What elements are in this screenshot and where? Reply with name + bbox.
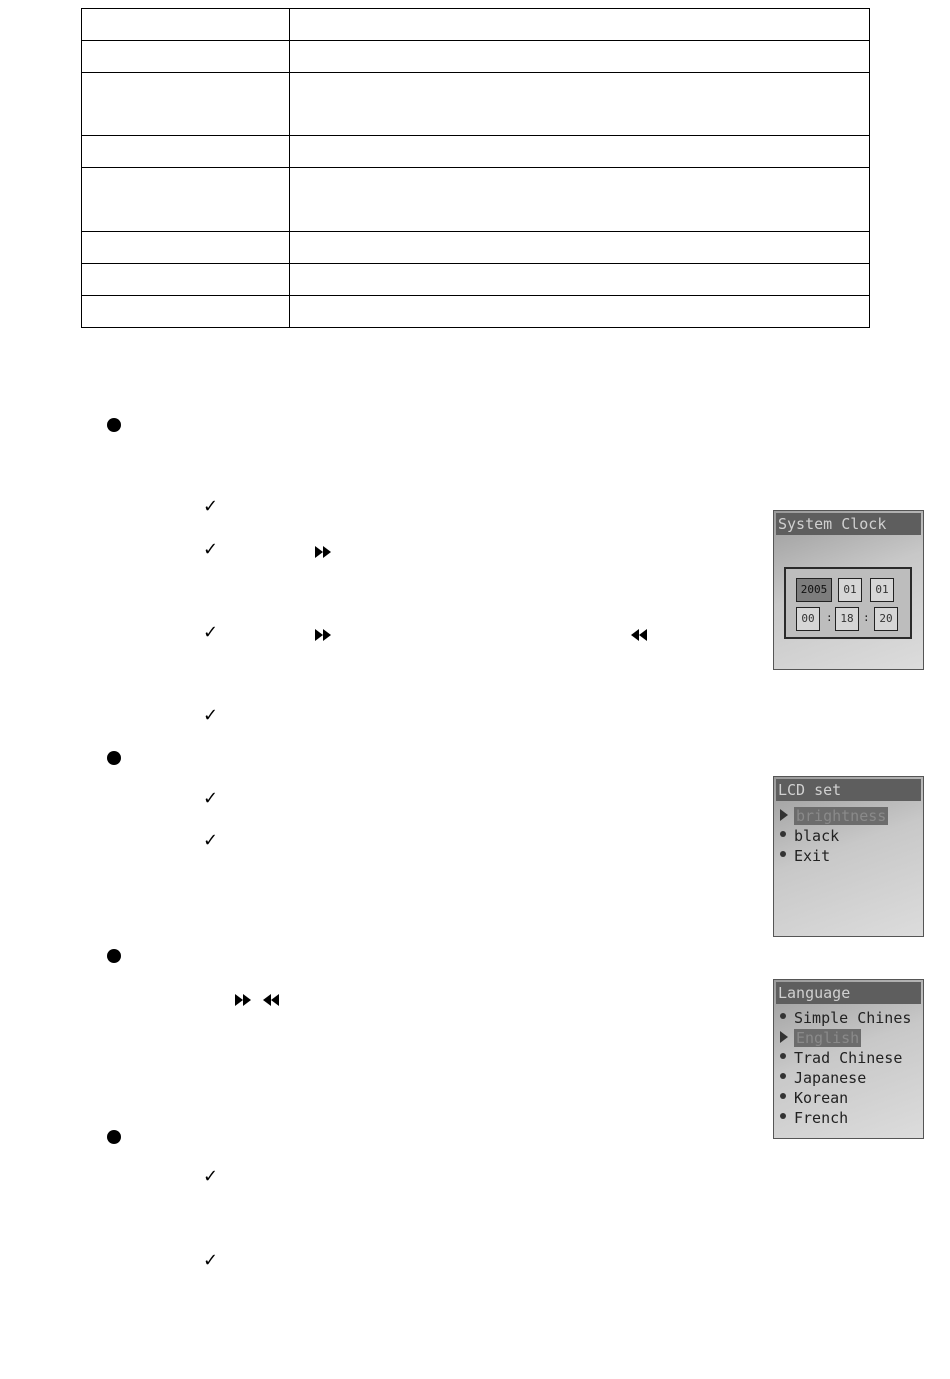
checkmark-icon: ✓	[203, 496, 219, 517]
table-row	[82, 231, 870, 263]
menu-item-trad-chinese[interactable]: Trad Chinese	[780, 1049, 919, 1068]
table-cell	[82, 263, 290, 295]
menu-item-japanese[interactable]: Japanese	[780, 1069, 919, 1088]
minute-field[interactable]: 18	[835, 607, 859, 631]
table-row	[82, 9, 870, 41]
time-separator: :	[863, 611, 870, 624]
menu-item-exit[interactable]: Exit	[780, 847, 919, 866]
bullet-icon	[107, 418, 121, 432]
bullet-icon	[780, 1093, 786, 1099]
menu-item-simple-chinese[interactable]: Simple Chines	[780, 1009, 919, 1028]
menu-item-french[interactable]: French	[780, 1109, 919, 1128]
lcd-set-screen	[773, 776, 924, 937]
screen-title: System Clock	[776, 513, 921, 535]
rewind-icon	[263, 994, 281, 1006]
bullet-icon	[780, 1073, 786, 1079]
table-cell	[82, 9, 290, 41]
checkmark-icon: ✓	[203, 705, 219, 726]
screen-title: Language	[776, 982, 921, 1004]
table-cell	[82, 168, 290, 231]
bullet-icon	[780, 851, 786, 857]
checkmark-icon: ✓	[203, 1166, 219, 1187]
menu-item-korean[interactable]: Korean	[780, 1089, 919, 1108]
menu-item-english[interactable]: English	[780, 1029, 919, 1048]
table-cell	[290, 168, 870, 231]
bullet-icon	[780, 1053, 786, 1059]
arrow-right-icon	[780, 809, 788, 821]
bullet-icon	[107, 751, 121, 765]
table-cell	[82, 231, 290, 263]
year-field[interactable]: 2005	[796, 578, 832, 602]
bullet-icon	[780, 1113, 786, 1119]
system-clock-screen	[773, 510, 924, 670]
table-cell	[290, 136, 870, 168]
menu-item-brightness[interactable]: brightness	[780, 807, 919, 826]
language-screen	[773, 979, 924, 1139]
bullet-icon	[780, 1013, 786, 1019]
table-cell	[290, 295, 870, 327]
month-field[interactable]: 01	[838, 578, 862, 602]
rewind-icon	[631, 629, 649, 641]
arrow-right-icon	[780, 1031, 788, 1043]
table-row	[82, 73, 870, 136]
table-cell	[82, 295, 290, 327]
table-cell	[290, 41, 870, 73]
table-row	[82, 136, 870, 168]
bullet-icon	[107, 949, 121, 963]
table-row	[82, 168, 870, 231]
table-cell	[82, 73, 290, 136]
table-cell	[290, 231, 870, 263]
second-field[interactable]: 20	[874, 607, 898, 631]
fast-forward-icon	[235, 994, 253, 1006]
table-cell	[82, 41, 290, 73]
bullet-icon	[780, 831, 786, 837]
checkmark-icon: ✓	[203, 622, 219, 643]
table-cell	[290, 9, 870, 41]
hour-field[interactable]: 00	[796, 607, 820, 631]
table-row	[82, 263, 870, 295]
time-separator: :	[826, 611, 833, 624]
checkmark-icon: ✓	[203, 830, 219, 851]
table-cell	[290, 263, 870, 295]
screen-title: LCD set	[776, 779, 921, 801]
table-row	[82, 295, 870, 327]
table-row	[82, 41, 870, 73]
fast-forward-icon	[315, 546, 333, 558]
table-cell	[82, 136, 290, 168]
menu-item-black[interactable]: black	[780, 827, 919, 846]
day-field[interactable]: 01	[870, 578, 894, 602]
fast-forward-icon	[315, 629, 333, 641]
checkmark-icon: ✓	[203, 1250, 219, 1271]
spec-table	[81, 8, 870, 328]
table-cell	[290, 73, 870, 136]
clock-panel	[784, 567, 912, 639]
bullet-icon	[107, 1130, 121, 1144]
checkmark-icon: ✓	[203, 788, 219, 809]
checkmark-icon: ✓	[203, 539, 219, 560]
